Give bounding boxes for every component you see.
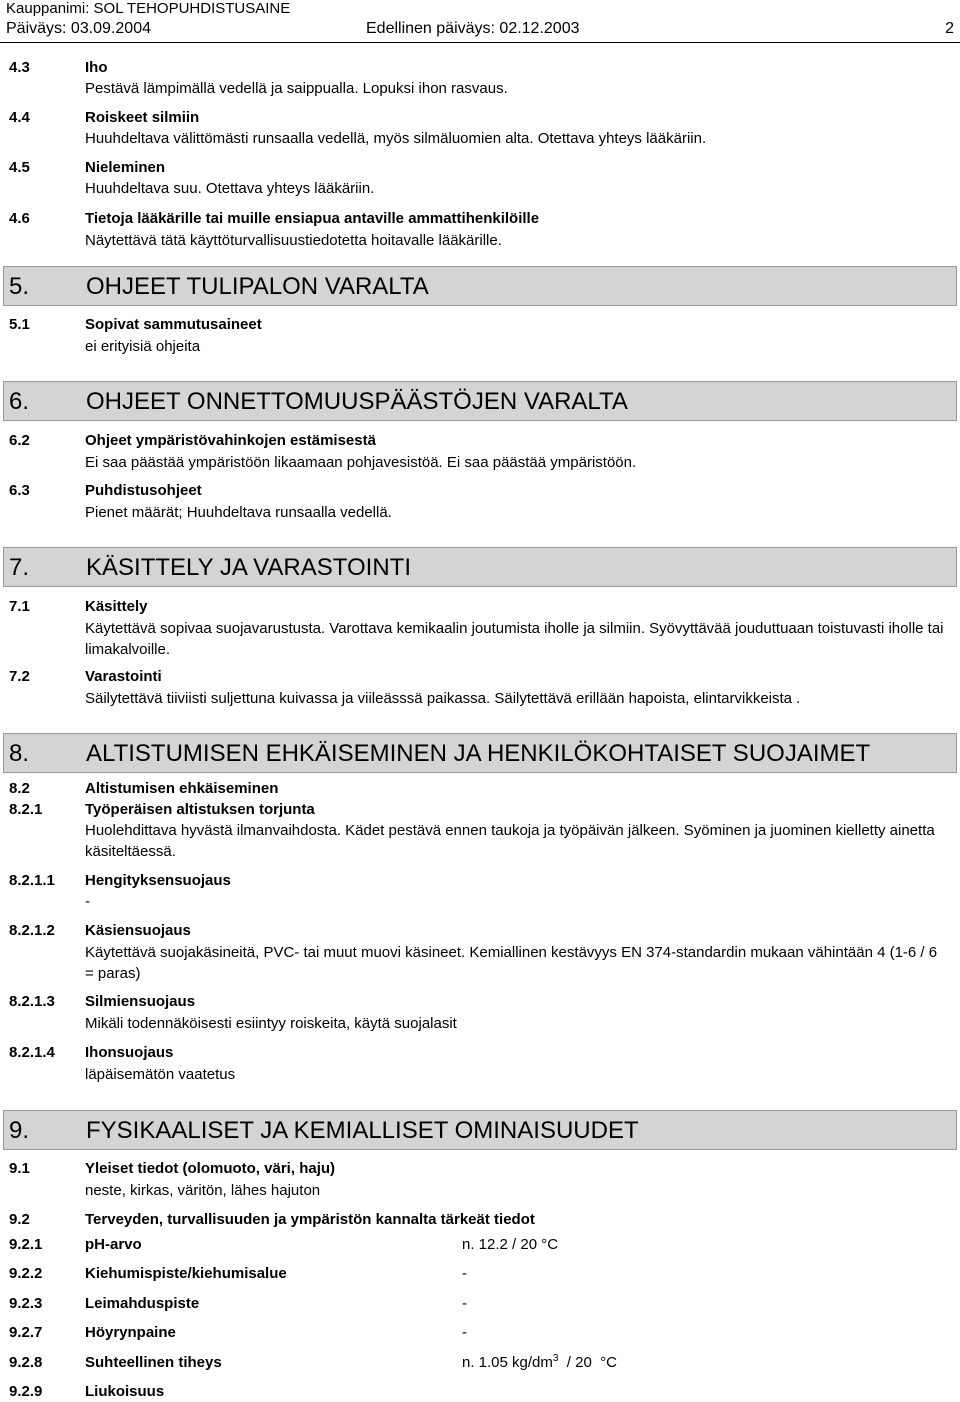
section-title: Terveyden, turvallisuuden ja ympäristön kannalta tärkeät tiedot	[85, 1211, 535, 1228]
section-title: Käsiensuojaus	[85, 922, 191, 939]
unit-exponent: 3	[552, 1353, 559, 1364]
section-number: 6.3	[9, 482, 30, 499]
section-number: 7.1	[9, 598, 30, 615]
header-rule	[0, 42, 960, 43]
property-name: Suhteellinen tiheys	[85, 1354, 222, 1371]
property-name: Liukoisuus	[85, 1383, 165, 1400]
section-title: Silmiensuojaus	[85, 993, 196, 1010]
section-text: neste, kirkas, väritön, lähes hajuton	[85, 1182, 321, 1199]
section-number: 5.1	[9, 316, 30, 333]
section-text: Pestävä lämpimällä vedellä ja saippualla. Lopuksi ihon rasvaus.	[85, 80, 508, 97]
section-number: 8.2.1	[9, 801, 43, 818]
property-number: 9.2.2	[9, 1265, 43, 1282]
section-title: Käsittely	[85, 598, 148, 615]
section-heading-number: 7.	[9, 554, 30, 581]
section-title: Ohjeet ympäristövahinkojen estämisestä	[85, 432, 376, 449]
density-value: n. 1.05 kg/dm	[462, 1354, 553, 1371]
section-text: -	[85, 893, 90, 910]
property-number: 9.2.1	[9, 1236, 43, 1253]
section-number: 6.2	[9, 432, 30, 449]
property-value	[462, 1353, 617, 1373]
section-title: Roiskeet silmiin	[85, 109, 200, 126]
section-heading-title: OHJEET TULIPALON VARALTA	[86, 273, 429, 300]
section-text: läpäisemätön vaatetus	[85, 1066, 236, 1083]
section-number: 4.5	[9, 159, 30, 176]
section-text: Mikäli todennäköisesti esiintyy roiskeita, käytä suojalasit	[85, 1015, 457, 1032]
section-heading-title: FYSIKAALISET JA KEMIALLISET OMINAISUUDET	[86, 1117, 639, 1144]
section-text: ei erityisiä ohjeita	[85, 338, 201, 355]
property-value: n. 12.2 / 20 °C	[462, 1236, 559, 1253]
section-heading-number: 8.	[9, 740, 30, 767]
property-name: Leimahduspiste	[85, 1295, 200, 1312]
section-title: Yleiset tiedot (olomuoto, väri, haju)	[85, 1160, 336, 1177]
section-title: Hengityksensuojaus	[85, 872, 231, 889]
section-title: Nieleminen	[85, 159, 166, 176]
property-value: -	[462, 1265, 467, 1282]
property-number: 9.2.9	[9, 1383, 43, 1400]
section-title: Työperäisen altistuksen torjunta	[85, 801, 315, 818]
section-heading-6	[3, 381, 957, 421]
property-value: -	[462, 1324, 467, 1341]
section-text: Huuhdeltava suu. Otettava yhteys lääkäriin.	[85, 180, 375, 197]
section-number: 9.1	[9, 1160, 30, 1177]
previous-date: Edellinen päiväys: 02.12.2003	[366, 20, 580, 37]
property-name: Höyrynpaine	[85, 1324, 176, 1341]
section-text: Ei saa päästää ympäristöön likaamaan pohjavesistöä. Ei saa päästää ympäristöön.	[85, 454, 637, 471]
property-name: Kiehumispiste/kiehumisalue	[85, 1265, 287, 1282]
section-heading-8	[3, 733, 957, 773]
section-text: Pienet määrät; Huuhdeltava runsaalla vedellä.	[85, 504, 392, 521]
section-number: 8.2.1.2	[9, 922, 55, 939]
section-text: Huolehdittava hyvästä ilmanvaihdosta. Kädet pestävä ennen taukoja ja työpäivän jälkeen. Syöminen ja juominen kielletty ainetta käsiteltäessä.	[85, 822, 935, 860]
section-title: Tietoja lääkärille tai muille ensiapua antaville ammattihenkilöille	[85, 210, 540, 227]
section-heading-9	[3, 1110, 957, 1150]
section-heading-title: KÄSITTELY JA VARASTOINTI	[86, 554, 411, 581]
section-text: Käytettävä suojakäsineitä, PVC- tai muut muovi käsineet. Kemiallinen kestävyys EN 374-standardin mukaan vähintään 4 (1-6 / 6 = paras)	[85, 944, 938, 982]
section-text: Käytettävä sopivaa suojavarustusta. Varottava kemikaalin joutumista iholle ja silmiin. Syövyttävää jouduttuaan toistuvasti iholle tai limakalvoille.	[85, 620, 944, 658]
section-number: 7.2	[9, 668, 30, 685]
property-value: -	[462, 1295, 467, 1312]
section-title: Ihonsuojaus	[85, 1044, 174, 1061]
section-title: Varastointi	[85, 668, 162, 685]
section-number: 9.2	[9, 1211, 30, 1228]
section-text: Huuhdeltava välittömästi runsaalla vedellä, myös silmäluomien alta. Otettava yhteys lääkäriin.	[85, 130, 707, 147]
section-heading-title: ALTISTUMISEN EHKÄISEMINEN JA HENKILÖKOHTAISET SUOJAIMET	[86, 740, 871, 767]
property-number: 9.2.7	[9, 1324, 43, 1341]
property-name: pH-arvo	[85, 1236, 142, 1253]
section-title: Altistumisen ehkäiseminen	[85, 780, 279, 797]
trade-name: Kauppanimi: SOL TEHOPUHDISTUSAINE	[6, 0, 291, 17]
section-text: Säilytettävä tiiviisti suljettuna kuivassa ja viileässsä paikassa. Säilytettävä erillään hapoista, elintarvikkeista .	[85, 690, 801, 707]
section-heading-7	[3, 547, 957, 587]
page-number: 2	[945, 20, 954, 37]
section-title: Puhdistusohjeet	[85, 482, 202, 499]
section-number: 8.2.1.3	[9, 993, 55, 1010]
section-heading-number: 6.	[9, 388, 30, 415]
section-number: 4.6	[9, 210, 30, 227]
section-title: Iho	[85, 59, 108, 76]
section-heading-number: 5.	[9, 273, 30, 300]
section-number: 8.2	[9, 780, 30, 797]
property-number: 9.2.3	[9, 1295, 43, 1312]
section-heading-number: 9.	[9, 1117, 30, 1144]
section-text: Näytettävä tätä käyttöturvallisuustiedotetta hoitavalle lääkärille.	[85, 232, 502, 249]
property-number: 9.2.8	[9, 1354, 43, 1371]
section-title: Sopivat sammutusaineet	[85, 316, 262, 333]
section-number: 8.2.1.1	[9, 872, 55, 889]
document-date: Päiväys: 03.09.2004	[6, 20, 151, 37]
density-temperature: / 20 °C	[558, 1354, 617, 1371]
section-number: 4.4	[9, 109, 30, 126]
section-heading-title: OHJEET ONNETTOMUUSPÄÄSTÖJEN VARALTA	[86, 388, 628, 415]
section-number: 4.3	[9, 59, 30, 76]
section-number: 8.2.1.4	[9, 1044, 55, 1061]
section-heading-5	[3, 266, 957, 306]
